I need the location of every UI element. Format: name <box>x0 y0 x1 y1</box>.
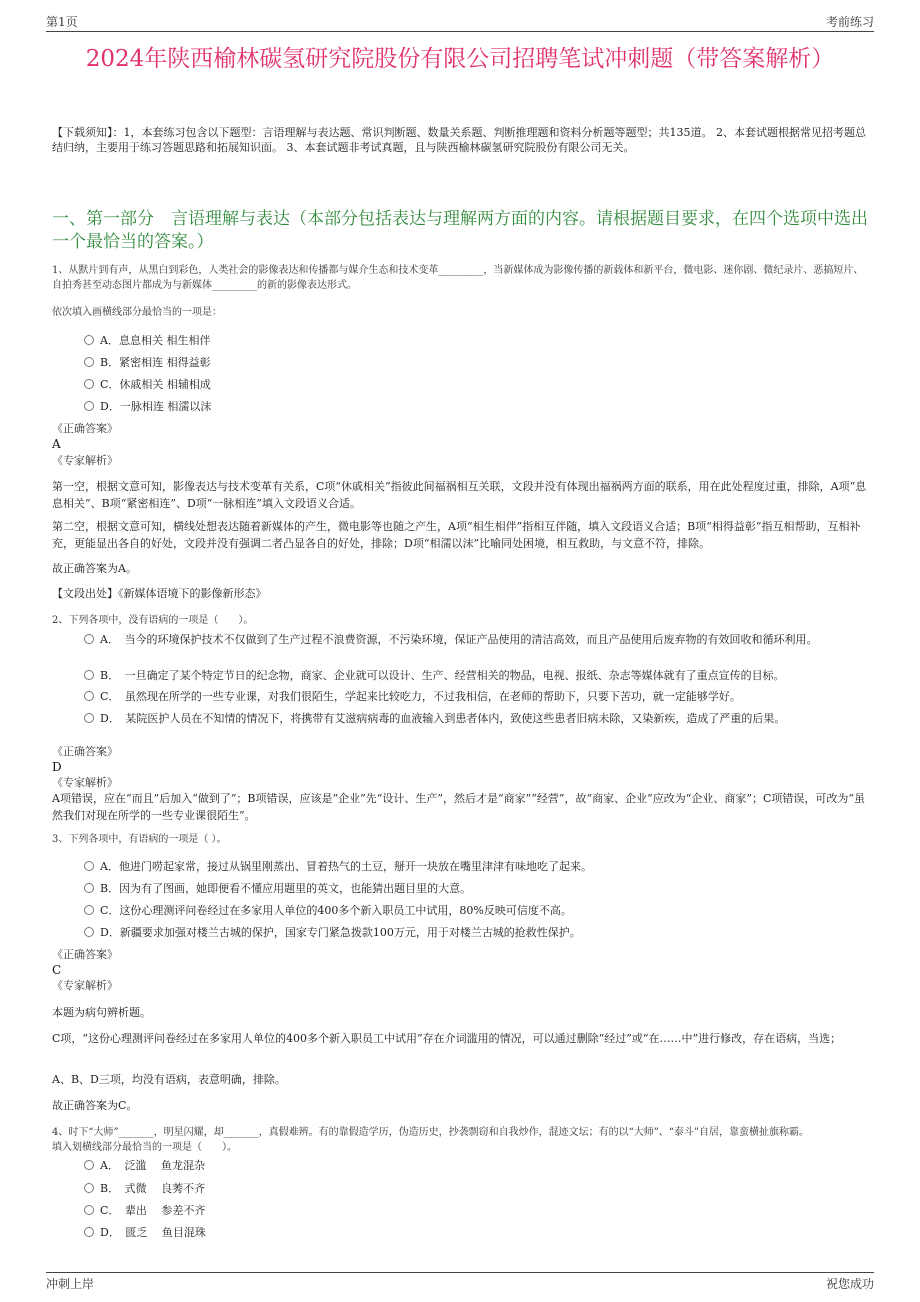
question-3-conclusion: 故正确答案为C。 <box>52 1099 138 1112</box>
radio-icon[interactable] <box>84 379 94 389</box>
radio-icon[interactable] <box>84 883 94 893</box>
radio-icon[interactable] <box>84 1205 94 1215</box>
question-1-answer-label: 《正确答案》 <box>52 422 118 435</box>
question-4-option-b[interactable]: B． 式微 良莠不齐 <box>84 1181 205 1197</box>
header-tag: 考前练习 <box>825 15 874 29</box>
question-1-option-c[interactable]: C．休戚相关 相辅相成 <box>84 377 211 393</box>
radio-icon[interactable] <box>84 670 94 680</box>
radio-icon[interactable] <box>84 691 94 701</box>
question-3-option-c[interactable]: C．这份心理测评问卷经过在多家用人单位的400多个新入职员工中试用，80%反映可信度不高。 <box>84 903 868 919</box>
question-3-answer: C <box>52 963 62 977</box>
question-4-prompt: 填入划横线部分最恰当的一项是（ ）。 <box>52 1142 237 1153</box>
question-2-option-d[interactable]: D． 某院医护人员在不知情的情况下，将携带有艾滋病病毒的血液输入到患者体内，致使这些患者旧病未除，又染新疾，造成了严重的后果。 <box>84 711 868 727</box>
question-3-analysis-2: C项，“这份心理测评问卷经过在多家用人单位的400多个新入职员工中试用”存在介词滥用的情况，可以通过删除“经过”或“在……中”进行修改，存在语病，当选； <box>52 1032 842 1045</box>
radio-icon[interactable] <box>84 401 94 411</box>
question-1-analysis-2: 第二空，根据文意可知，横线处想表达随着新媒体的产生，微电影等也随之产生，A项“相生相伴”指相互伴随，填入文段语义合适；B项“相得益彰”指互相帮助，互相补充，更能显出各自的好处，文段并没有强调二者凸显各自的好处，排除；D项“相濡以沫”比喻同处困境，相互救助，与文意不符，排除。 <box>52 520 861 550</box>
question-2-option-b[interactable]: B． 一旦确定了某个特定节日的纪念物，商家、企业就可以设计、生产、经营相关的物品，电视、报纸、杂志等媒体就有了重点宣传的目标。 <box>84 668 868 684</box>
page-footer <box>46 1272 874 1291</box>
question-1-analysis-label: 《专家解析》 <box>52 454 118 467</box>
question-2-option-c[interactable]: C． 虽然现在所学的一些专业课，对我们很陌生，学起来比较吃力，不过我相信，在老师的帮助下，只要下苦功，就一定能够学好。 <box>84 689 868 705</box>
question-2-answer: D <box>52 760 62 774</box>
question-3-option-a[interactable]: A．他进门唠起家常，接过从锅里刚蒸出、冒着热气的土豆，掰开一块放在嘴里津津有味地吃了起来。 <box>84 859 868 875</box>
question-3-analysis-1: 本题为病句辨析题。 <box>52 1006 151 1019</box>
page-header <box>46 13 874 32</box>
download-notice: 【下载须知】：1，本套练习包含以下题型：言语理解与表达题、常识判断题、数量关系题、判断推理题和资料分析题等题型；共135道。 2、本套试题根据常见招考题总结归纳，主要用于练习答题思路和拓展知识面。 3、本套试题非考试真题，且与陕西榆林碳氢研究院股份有限公司无关。 <box>52 126 866 154</box>
question-3-text: 3、下列各项中，有语病的一项是（ ）。 <box>52 834 227 845</box>
question-4-option-d[interactable]: D． 匮乏 鱼目混珠 <box>84 1225 206 1241</box>
question-1-prompt: 依次填入画横线部分最恰当的一项是： <box>52 307 222 318</box>
footer-left: 冲刺上岸 <box>46 1277 95 1291</box>
question-2-answer-label: 《正确答案》 <box>52 745 118 758</box>
question-1-text: 1、从默片到有声，从黑白到彩色，人类社会的影像表达和传播都与媒介生态和技术变革_________，当新媒体成为影像传播的新载体和新平台，微电影、迷你剧、微纪录片、恶搞短片、自拍秀甚至动态图片都成为与新媒体_________的新的影像表达形式。 <box>52 265 864 291</box>
question-1-option-b[interactable]: B．紧密相连 相得益彰 <box>84 355 211 371</box>
radio-icon[interactable] <box>84 1227 94 1237</box>
question-3-analysis-label: 《专家解析》 <box>52 979 118 992</box>
question-2-analysis-label: 《专家解析》 <box>52 776 118 789</box>
radio-icon[interactable] <box>84 357 94 367</box>
radio-icon[interactable] <box>84 927 94 937</box>
question-2-text: 2、下列各项中，没有语病的一项是（ ）。 <box>52 615 254 626</box>
question-3-option-b[interactable]: B．因为有了图画，她即便看不懂应用题里的英文，也能猜出题目里的大意。 <box>84 881 868 897</box>
radio-icon[interactable] <box>84 1183 94 1193</box>
radio-icon[interactable] <box>84 861 94 871</box>
question-1-analysis-1: 第一空，根据文意可知，影像表达与技术变革有关系，C项“休戚相关”指彼此间福祸相互关联，文段并没有体现出福祸两方面的联系，用在此处程度过重，排除，A项“息息相关”、B项“紧密相连”、D项“一脉相连”填入文段语义合适。 <box>52 480 867 510</box>
question-1-conclusion: 故正确答案为A。 <box>52 562 137 575</box>
radio-icon[interactable] <box>84 905 94 915</box>
question-4-option-c[interactable]: C． 辈出 参差不齐 <box>84 1203 205 1219</box>
footer-right: 祝您成功 <box>825 1277 874 1291</box>
question-3-option-d[interactable]: D．新疆要求加强对楼兰古城的保护，国家专门紧急拨款100万元，用于对楼兰古城的抢救性保护。 <box>84 925 868 941</box>
question-1-source: 【文段出处】《新媒体语境下的影像新形态》 <box>52 587 267 600</box>
question-1-option-d[interactable]: D．一脉相连 相濡以沫 <box>84 399 211 415</box>
question-2-option-a[interactable]: A． 当今的环境保护技术不仅做到了生产过程不浪费资源，不污染环境，保证产品使用的清洁高效，而且产品使用后废弃物的有效回收和循环利用。 <box>84 632 868 648</box>
radio-icon[interactable] <box>84 1160 94 1170</box>
question-2-analysis: A项错误，应在“而且”后加入“做到了”；B项错误，应该是“企业”先“设计、生产”，然后才是“商家”“经营”，故“商家、企业”应改为“企业、商家”；C项错误，可改为“虽然我们对现在所学的一些专业课很陌生”。 <box>52 792 866 822</box>
radio-icon[interactable] <box>84 713 94 723</box>
page-title: 2024年陕西榆林碳氢研究院股份有限公司招聘笔试冲刺题（带答案解析） <box>85 46 835 72</box>
question-4-text: 4、时下“大师”_______，明星闪耀，却_______，真假难辨。有的靠假造学历，伪造历史，抄袭剽窃和自我炒作，混迹文坛；有的以“大师”、“泰斗”自居，靠蛮横扯旗称霸。 <box>52 1127 810 1138</box>
section-heading: 一、第一部分 言语理解与表达（本部分包括表达与理解两方面的内容。请根据题目要求，在四个选项中选出一个最恰当的答案。） <box>52 209 868 252</box>
question-3-analysis-3: A、B、D三项，均没有语病，表意明确，排除。 <box>52 1073 286 1086</box>
radio-icon[interactable] <box>84 634 94 644</box>
question-1-option-a[interactable]: A．息息相关 相生相伴 <box>84 333 210 349</box>
page-number: 第1页 <box>46 15 78 29</box>
question-4-option-a[interactable]: A． 泛滥 鱼龙混杂 <box>84 1158 205 1174</box>
question-3-answer-label: 《正确答案》 <box>52 948 118 961</box>
question-1-answer: A <box>52 437 61 451</box>
radio-icon[interactable] <box>84 335 94 345</box>
